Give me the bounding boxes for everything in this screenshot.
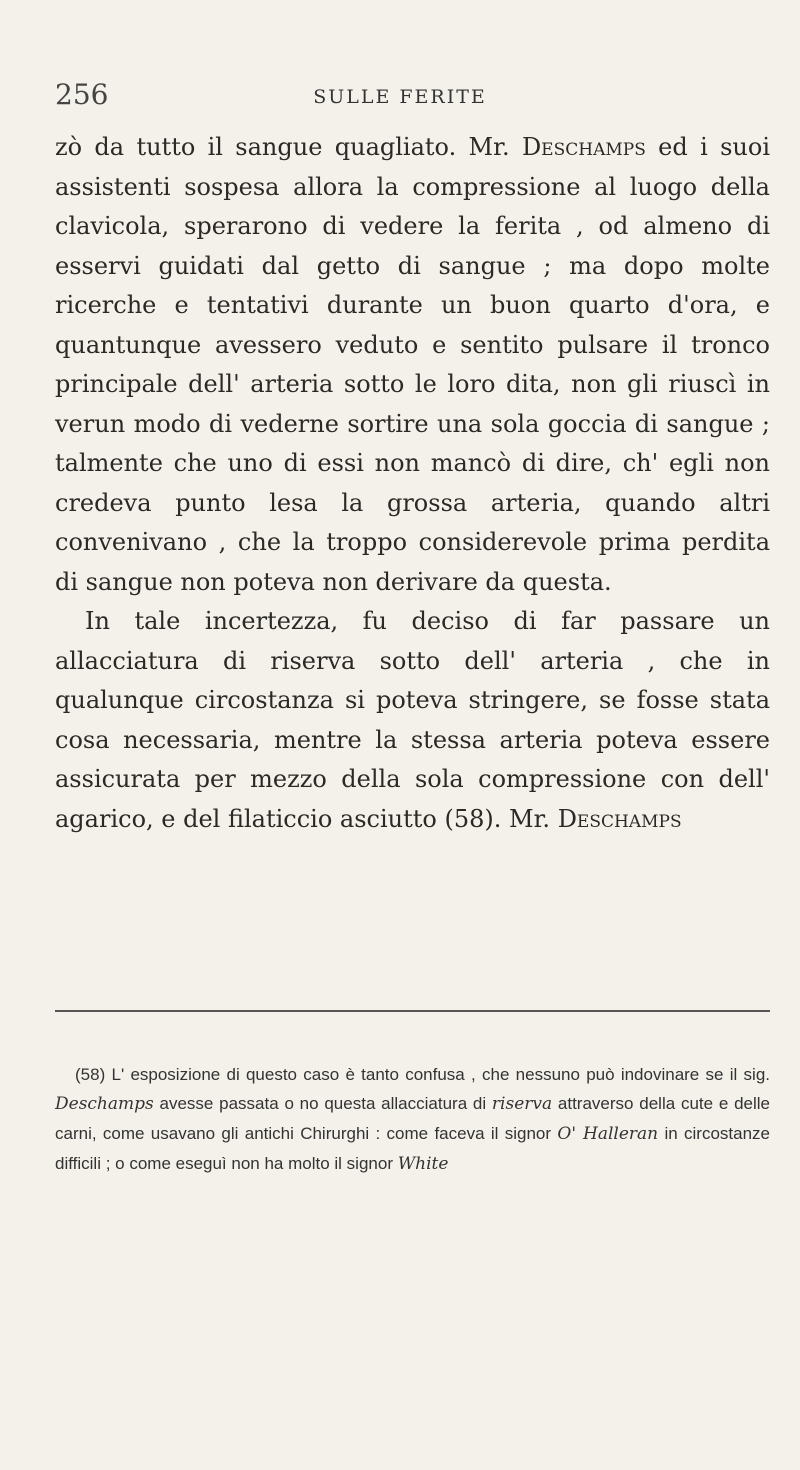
footnote-text-b: avesse passata o no questa allacciatura di: [153, 1094, 492, 1113]
footnote: [55, 1060, 770, 1179]
footnote-italic-name: Deschamps: [55, 1094, 154, 1114]
paragraph-1-text-b: ed i suoi assistenti sospesa allora la compressione al luogo della clavicola, sperarono di vedere la ferita , od almeno di esservi guidati dal getto di sangue ; ma dopo molte ricerche e tentativi durante un buon quarto d'ora, e quantunque avessero veduto e sentito pulsare il tronco principale dell' arteria sotto le loro dita, non gli riuscì in verun modo di vederne sortire una sola goccia di sangue ; talmente che uno di essi non mancò di dire, ch' egli non credeva punto lesa la grossa arteria, quando altri convenivano , che la troppo considerevole prima perdita di sangue non poteva non derivare da questa.: [55, 133, 770, 596]
paragraph-2: [55, 602, 770, 839]
footnote-text-a: (58) L' esposizione di questo caso è tanto confusa , che nessuno può indovinare se il sig.: [75, 1065, 770, 1084]
author-name: Deschamps: [521, 133, 646, 161]
footnote-italic-name: White: [397, 1154, 449, 1174]
paragraph-2-text-a: In tale incertezza, fu deciso di far passare un allacciatura di riserva sotto dell' arteria , che in qualunque circostanza si poteva stringere, se fosse stata cosa necessaria, mentre la stessa arteria poteva essere assicurata per mezzo della sola compressione con dell' agarico, e del filaticcio asciutto (58). Mr.: [55, 607, 770, 833]
author-name: Deschamps: [557, 804, 682, 833]
footnote-text-c: attraverso della cute e delle carni, come usavano gli antichi Chirurghi : come faceva il signor: [55, 1094, 770, 1143]
running-head: SULLE FERITE: [313, 86, 487, 108]
footnote-italic-term: riserva: [491, 1094, 553, 1114]
footnote-text-d: in circostanze difficili ; o come eseguì non ha molto il signor: [55, 1124, 770, 1173]
main-text: [55, 128, 770, 839]
page-number: 256: [55, 78, 109, 111]
paragraph-1: [55, 128, 770, 602]
paragraph-1-text-a: zò da tutto il sangue quagliato. Mr.: [55, 133, 522, 161]
footnote-italic-name: O' Halleran: [557, 1124, 659, 1144]
footnote-divider: [55, 1010, 770, 1012]
footnote-58: [55, 1060, 770, 1179]
